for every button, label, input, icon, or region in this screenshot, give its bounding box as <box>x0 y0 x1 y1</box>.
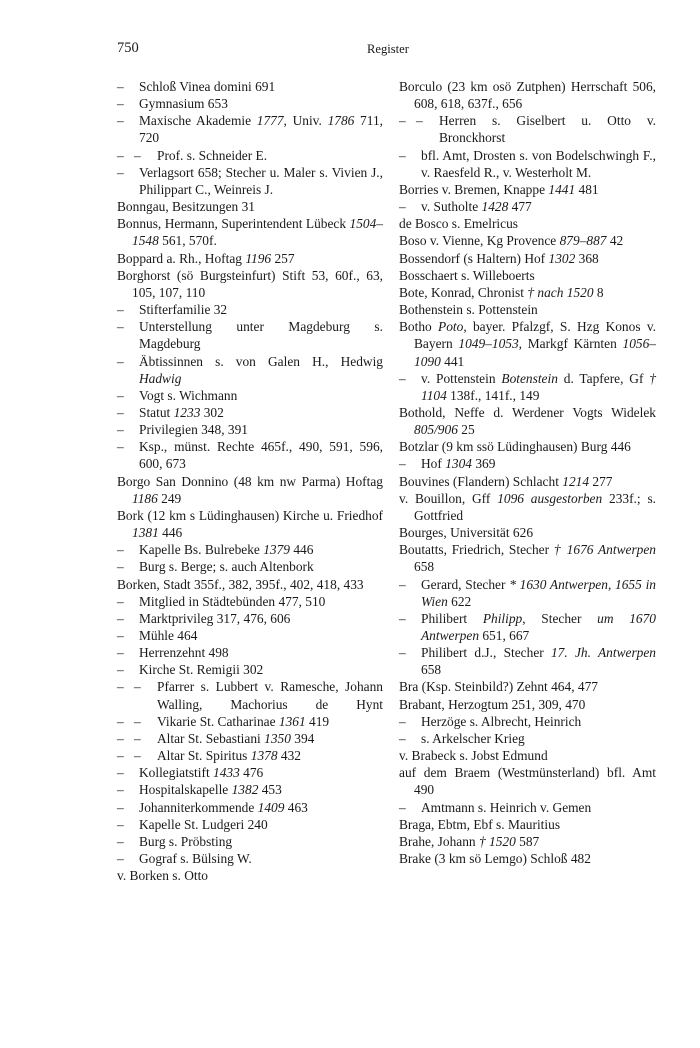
sub-entry-dash: – <box>117 645 124 661</box>
index-entry <box>399 850 656 867</box>
entry-text: Borghorst (sö Burgsteinfurt) Stift 53, 60f., 63, 105, 107, 110 <box>117 267 383 300</box>
sub-entry-dash: – <box>117 816 124 832</box>
index-entry <box>117 764 383 781</box>
index-column-left <box>117 78 383 884</box>
entry-text: Unterstellung unter Magdeburg s. Magdeburg <box>139 319 383 352</box>
entry-text: Bork (12 km s Lüdinghausen) Kirche u. Friedhof 1381 446 <box>117 507 383 541</box>
entry-text: Kapelle Bs. Bulrebeke 1379 446 <box>139 542 314 558</box>
index-entry <box>399 730 656 747</box>
entry-text: Altar St. Sebastiani 1350 394 <box>157 730 315 746</box>
entry-text: Philibert d.J., Stecher 17. Jh. Antwerpen 658 <box>421 645 656 678</box>
index-entry <box>117 867 383 884</box>
sub-entry-dash: – <box>117 679 124 695</box>
index-entry <box>399 232 656 249</box>
sub-entry-dash: – <box>399 799 406 815</box>
index-entry <box>117 678 383 712</box>
index-entry <box>399 438 656 455</box>
sub-entry-dash: – <box>117 730 124 746</box>
entry-text: Boutatts, Friedrich, Stecher † 1676 Antwerpen 658 <box>399 542 656 575</box>
sub-entry-dash: – <box>399 713 406 729</box>
sub-entry-dash: – <box>117 404 124 420</box>
entry-text: Mühle 464 <box>139 628 198 643</box>
sub-entry-dash: – <box>117 164 124 180</box>
index-entry <box>117 215 383 249</box>
sub-entry-dash: – <box>399 730 406 746</box>
sub-entry-dash: – <box>134 748 141 764</box>
index-entry <box>117 610 383 627</box>
index-entry <box>117 507 383 541</box>
sub-entry-dash: – <box>399 370 406 386</box>
sub-entry-dash: – <box>399 610 406 626</box>
index-entry <box>399 267 656 284</box>
index-entry <box>117 833 383 850</box>
entry-text: Verlagsort 658; Stecher u. Maler s. Vivien J., Philippart C., Weinreis J. <box>139 164 383 197</box>
index-entry <box>117 541 383 558</box>
entry-text: Boso v. Vienne, Kg Provence 879–887 42 <box>399 233 624 249</box>
index-entry <box>399 696 656 713</box>
entry-text: Borken, Stadt 355f., 382, 395f., 402, 418, 433 <box>117 576 364 592</box>
entry-text: de Bosco s. Emelricus <box>399 216 519 232</box>
index-entry <box>117 318 383 352</box>
sub-entry-dash: – <box>117 628 124 643</box>
entry-text: Borculo (23 km osö Zutphen) Herrschaft 506, 608, 618, 637f., 656 <box>399 79 656 112</box>
index-entry <box>117 78 383 95</box>
sub-entry-dash: – <box>117 799 124 815</box>
running-head: Register <box>367 42 409 56</box>
entry-text: Bourges, Universität 626 <box>399 525 534 541</box>
entry-text: Vikarie St. Catharinae 1361 419 <box>157 713 330 729</box>
index-entry <box>117 576 383 593</box>
sub-entry-dash: – <box>117 851 124 867</box>
index-entry <box>399 764 656 798</box>
index-entry <box>117 713 383 730</box>
index-entry <box>117 404 383 421</box>
entry-text: Bote, Konrad, Chronist † nach 1520 8 <box>399 284 604 300</box>
entry-text: Schloß Vinea domini 691 <box>139 79 276 94</box>
sub-entry-dash: – <box>399 456 406 472</box>
sub-entry-dash: – <box>117 422 124 438</box>
sub-entry-dash: – <box>117 765 124 781</box>
sub-entry-dash: – <box>117 439 124 455</box>
index-entry <box>399 455 656 472</box>
index-entry <box>117 627 383 644</box>
sub-entry-dash: – <box>117 713 124 729</box>
sub-entry-dash: – <box>117 748 124 764</box>
entry-text: Amtmann s. Heinrich v. Gemen <box>421 799 592 815</box>
index-entry <box>117 747 383 764</box>
entry-text: Johanniterkommende 1409 463 <box>139 799 308 815</box>
entry-text: bfl. Amt, Drosten s. von Bodelschwingh F., v. Raesfeld R., v. Westerholt M. <box>421 147 656 180</box>
entry-text: v. Bouillon, Gff 1096 ausgestorben 233f.; s. Gottfried <box>399 490 656 523</box>
entry-text: Kapelle St. Ludgeri 240 <box>139 816 268 832</box>
entry-text: Hof 1304 369 <box>421 456 496 472</box>
entry-text: Vogt s. Wichmann <box>139 387 238 403</box>
entry-text: Herren s. Giselbert u. Otto v. Bronckhorst <box>439 113 656 146</box>
sub-entry-dash: – <box>134 679 141 695</box>
entry-text: Bothenstein s. Pottenstein <box>399 302 538 318</box>
sub-entry-dash: – <box>399 576 406 592</box>
entry-text: Bossendorf (s Haltern) Hof 1302 368 <box>399 250 599 266</box>
index-entry <box>117 421 383 438</box>
sub-entry-dash: – <box>117 782 124 798</box>
index-entry <box>117 593 383 610</box>
entry-text: Prof. s. Schneider E. <box>157 147 268 163</box>
index-entry <box>117 799 383 816</box>
entry-text: Bouvines (Flandern) Schlacht 1214 277 <box>399 473 613 489</box>
entry-text: Kirche St. Remigii 302 <box>139 662 264 678</box>
entry-text: Gograf s. Bülsing W. <box>139 851 252 867</box>
index-column-right <box>399 78 656 867</box>
entry-text: Mitglied in Städtebünden 477, 510 <box>139 593 326 609</box>
sub-entry-dash: – <box>117 387 124 403</box>
entry-text: Gymnasium 653 <box>139 96 228 112</box>
entry-text: Brahe, Johann † 1520 587 <box>399 833 540 849</box>
entry-text: Burg s. Berge; s. auch Altenbork <box>139 559 314 575</box>
entry-text: Hospitalskapelle 1382 453 <box>139 782 282 798</box>
entry-text: Philibert Philipp, Stecher um 1670 Antwerpen 651, 667 <box>421 610 656 643</box>
index-entry <box>399 747 656 764</box>
sub-entry-dash: – <box>117 610 124 626</box>
index-entry <box>399 713 656 730</box>
entry-text: Kollegiatstift 1433 476 <box>139 765 264 781</box>
index-entry <box>117 164 383 198</box>
entry-text: Borries v. Bremen, Knappe 1441 481 <box>399 181 599 197</box>
index-entry <box>399 833 656 850</box>
index-entry <box>117 112 383 146</box>
entry-text: Bonnus, Hermann, Superintendent Lübeck 1504–1548 561, 570f. <box>117 216 383 249</box>
sub-entry-dash: – <box>399 199 406 215</box>
entry-text: Privilegien 348, 391 <box>139 422 248 438</box>
sub-entry-dash: – <box>117 302 124 318</box>
index-entry <box>399 610 656 644</box>
sub-entry-dash: – <box>117 79 124 94</box>
sub-entry-dash: – <box>399 645 406 661</box>
index-entry <box>399 524 656 541</box>
entry-text: v. Sutholte 1428 477 <box>421 199 532 215</box>
index-entry <box>399 541 656 575</box>
entry-text: v. Borken s. Otto <box>117 868 209 884</box>
sub-entry-dash: – <box>117 147 124 163</box>
entry-text: Ksp., münst. Rechte 465f., 490, 591, 596, 600, 673 <box>139 439 383 472</box>
index-entry <box>117 661 383 678</box>
index-entry <box>117 250 383 267</box>
index-entry <box>399 215 656 232</box>
entry-text: Borgo San Donnino (48 km nw Parma) Hoftag 1186 249 <box>117 473 383 506</box>
index-entry <box>399 147 656 181</box>
index-entry <box>117 95 383 112</box>
entry-text: Maxische Akademie 1777, Univ. 1786 711, 720 <box>139 113 383 146</box>
index-entry <box>399 404 656 438</box>
index-entry <box>399 284 656 301</box>
sub-entry-dash: – <box>117 662 124 678</box>
index-entry <box>117 850 383 867</box>
sub-entry-dash: – <box>117 96 124 112</box>
entry-text: Boppard a. Rh., Hoftag 1196 257 <box>117 250 295 266</box>
entry-text: Herzöge s. Albrecht, Heinrich <box>421 713 582 729</box>
index-entry <box>399 318 656 369</box>
index-entry <box>399 644 656 678</box>
entry-text: Stifterfamilie 32 <box>139 302 228 318</box>
sub-entry-dash: – <box>117 559 124 575</box>
index-entry <box>117 267 383 301</box>
sub-entry-dash: – <box>117 353 124 369</box>
index-entry <box>399 112 656 146</box>
sub-entry-dash: – <box>399 113 406 129</box>
index-entry <box>117 387 383 404</box>
index-entry <box>117 781 383 798</box>
entry-text: Braga, Ebtm, Ebf s. Mauritius <box>399 816 561 832</box>
index-entry <box>399 816 656 833</box>
entry-text: v. Brabeck s. Jobst Edmund <box>399 748 548 764</box>
entry-text: Altar St. Spiritus 1378 432 <box>157 748 301 764</box>
index-entry <box>399 799 656 816</box>
entry-text: Burg s. Pröbsting <box>139 833 233 849</box>
entry-text: Herrenzehnt 498 <box>139 645 229 661</box>
index-entry <box>117 438 383 472</box>
index-entry <box>399 250 656 267</box>
entry-text: Bra (Ksp. Steinbild?) Zehnt 464, 477 <box>399 679 598 695</box>
entry-text: Statut 1233 302 <box>139 404 224 420</box>
index-entry <box>399 181 656 198</box>
entry-text: Botzlar (9 km ssö Lüdinghausen) Burg 446 <box>399 439 631 455</box>
sub-entry-dash: – <box>134 147 141 163</box>
index-entry <box>399 78 656 112</box>
entry-text: Bosschaert s. Willeboerts <box>399 267 535 283</box>
entry-text: v. Pottenstein Botenstein d. Tapfere, Gf † 1104 138f., 141f., 149 <box>421 370 656 403</box>
index-entry <box>399 301 656 318</box>
sub-entry-dash: – <box>134 730 141 746</box>
entry-text: Brabant, Herzogtum 251, 309, 470 <box>399 696 586 712</box>
sub-entry-dash: – <box>117 113 124 129</box>
sub-entry-dash: – <box>399 147 406 163</box>
entry-text: Pfarrer s. Lubbert v. Ramesche, Johann Walling, Machorius de Hynt <box>157 679 383 712</box>
entry-text: Marktprivileg 317, 476, 606 <box>139 610 291 626</box>
index-entry <box>399 198 656 215</box>
index-entry <box>117 730 383 747</box>
sub-entry-dash: – <box>117 833 124 849</box>
index-entry <box>399 576 656 610</box>
entry-text: s. Arkelscher Krieg <box>421 730 525 746</box>
page-number: 750 <box>117 40 139 56</box>
sub-entry-dash: – <box>416 113 423 129</box>
index-entry <box>117 816 383 833</box>
sub-entry-dash: – <box>117 593 124 609</box>
index-entry <box>117 473 383 507</box>
entry-text: Bothold, Neffe d. Werdener Vogts Widelek 805/906 25 <box>399 404 656 438</box>
sub-entry-dash: – <box>134 713 141 729</box>
entry-text: auf dem Braem (Westmünsterland) bfl. Amt 490 <box>399 765 656 798</box>
sub-entry-dash: – <box>117 319 124 335</box>
index-entry <box>117 558 383 575</box>
entry-text: Äbtissinnen s. von Galen H., Hedwig Hadwig <box>139 353 383 386</box>
index-entry <box>399 678 656 695</box>
index-entry <box>117 353 383 387</box>
index-entry <box>117 644 383 661</box>
entry-text: Bonngau, Besitzungen 31 <box>117 199 255 215</box>
index-entry <box>399 490 656 524</box>
index-entry <box>117 198 383 215</box>
entry-text: Gerard, Stecher * 1630 Antwerpen, 1655 in Wien 622 <box>421 576 656 609</box>
entry-text: Botho Poto, bayer. Pfalzgf, S. Hzg Konos v. Bayern 1049–1053, Markgf Kärnten 1056–1090 441 <box>399 319 656 369</box>
index-entry <box>117 147 383 164</box>
entry-text: Brake (3 km sö Lemgo) Schloß 482 <box>399 851 591 867</box>
sub-entry-dash: – <box>117 542 124 558</box>
index-entry <box>399 473 656 490</box>
index-entry <box>117 301 383 318</box>
index-entry <box>399 370 656 404</box>
